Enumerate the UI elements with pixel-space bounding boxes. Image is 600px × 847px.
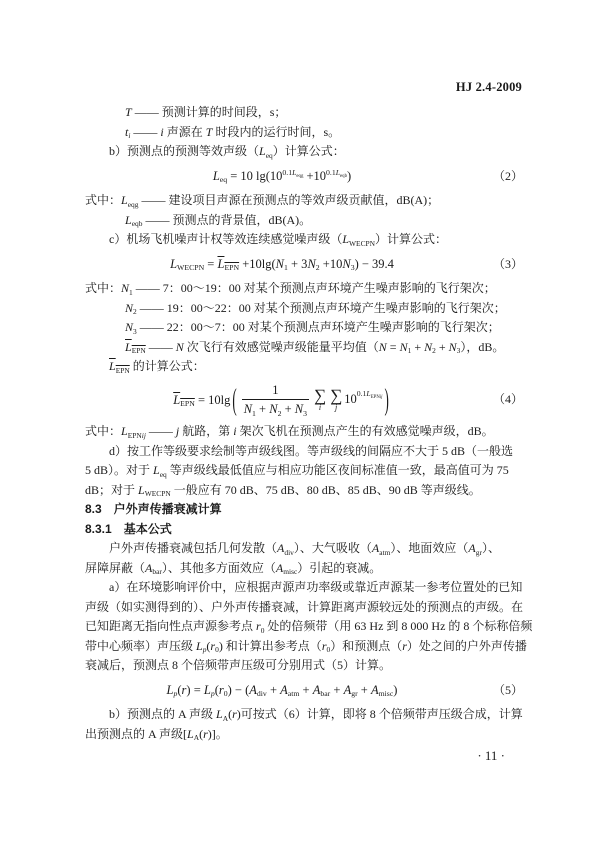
text-line: $N_3$ —— 22：00～7：00 对某个预测点声环境产生噪声影响的飞行架次； xyxy=(125,320,500,336)
text-line: 5 dB）。对于 $L_{eq}$ 等声级线最低值应与相应功能区夜间标准值一致，最高值可为 75 xyxy=(85,463,509,479)
text-line: 式中：$N_1$ —— 7：00～19：00 对某个预测点声环境产生噪声影响的飞行架次； xyxy=(85,281,496,297)
text-line: T —— 预测计算的时间段，s； xyxy=(125,105,287,119)
formula: $L_{EPN} = 10\lg$ ( $\frac{1}{N_1 + N_2 + N_3}$ ∑ i ∑ j 10 $^{0.1L_{EPNij}}$ ) xyxy=(173,381,389,418)
text-line: a）在环境影响评价中，应根据声源声功率级或靠近声源某一参考位置处的已知 xyxy=(109,580,523,594)
text-line: 式中：$L_{EPNij}$ —— j 航路，第 i 架次飞机在预测点产生的有效感觉噪声级，dB。 xyxy=(85,424,494,440)
text-line: 衰减后，预测点 8 个倍频带声压级可分别用式（5）计算。 xyxy=(85,658,392,672)
text-line: $t_i$ —— i 声源在 T 时段内的运行时间，s。 xyxy=(125,124,341,141)
equation-number: （5） xyxy=(492,682,523,697)
text-line: $L_{EPN}$ —— N 次飞行有效感觉噪声级能量平均值$(N = N_1 + N_2 + N_3)$，dB。 xyxy=(125,339,505,356)
text-line: 声级（如实测得到的）、户外声传播衰减，计算距离声源较远处的预测点的声级。在 xyxy=(85,599,524,614)
formula: $L_p(r) = L_p(r_0) - (A_{div} + A_{atm} + A_{bar} + A_{gr} + A_{misc})$ xyxy=(166,682,398,699)
text-line: 出预测点的 A 声级$[L_A(r)]$。 xyxy=(85,726,228,743)
text-line: dB；对于 $L_{WECPN}$ 一般应有 70 dB、75 dB、80 dB、85 dB、90 dB 等声级线。 xyxy=(85,482,481,499)
page-header: HJ 2.4-2009 xyxy=(455,80,522,94)
formula: $L_{WECPN} = L_{EPN} +10\lg(N_1 + 3N_2 +10N_3) - 39.4$ xyxy=(170,256,394,273)
section-heading: 8.3 户外声传播衰减计算 xyxy=(85,502,222,516)
text-line: 已知距离无指向性点声源参考点 $r_0$ 处的倍频带（用 63 Hz 到 8 000 Hz 的 8 个标称倍频 xyxy=(85,619,533,635)
equation-number: （4） xyxy=(492,391,523,406)
equation-number: （3） xyxy=(492,256,523,271)
text-line: $L_{EPN}$ 的计算公式： xyxy=(109,359,205,375)
text-line: 式中：$L_{eqg}$ —— 建设项目声源在预测点的等效声级贡献值，dB(A)； xyxy=(85,193,440,209)
text-line: 户外声传播衰减包括几何发散$(A_{div})$、大气吸收$(A_{atm})$、地面效应$(A_{gr})$、 xyxy=(109,541,500,557)
text-line: 屏障屏蔽$(A_{bar})$、其他多方面效应$(A_{misc})$引起的衰减。 xyxy=(85,560,382,577)
document-body xyxy=(85,103,533,744)
formula: $L_{eq} = 10$ $\lg(10^{0.1L_{eqg}} +10^{0.1L_{eqb}})$ xyxy=(212,168,352,185)
section-heading: 8.3.1 基本公式 xyxy=(85,521,172,536)
text-line: c）机场飞机噪声计权等效连续感觉噪声级$(L_{WECPN})$计算公式： xyxy=(109,232,448,248)
text-line: $N_2$ —— 19：00～22：00 对某个预测点声环境产生噪声影响的飞行架次； xyxy=(125,300,506,317)
text-line: b）预测点的 A 声级 $L_A(r)$可按式（6）计算，即将 8 个倍频带声压级合成，计算 xyxy=(109,707,523,723)
text-line: d）按工作等级要求绘制等声级线图。等声级线的间隔应不大于 5 dB（一般选 xyxy=(109,443,514,458)
text-line: $L_{eqb}$ —— 预测点的背景值，dB(A)。 xyxy=(125,212,312,229)
text-line: b）预测点的预测等效声级$(L_{eq})$计算公式： xyxy=(109,144,345,160)
formula-row xyxy=(85,167,523,187)
equation-number: （2） xyxy=(492,168,523,183)
formula-row xyxy=(85,681,523,701)
page-number: · 11 · xyxy=(477,748,505,763)
text-line: 带中心频率）声压级 $L_p(r_0)$ 和计算出参考点$(r_0)$和预测点（r）处之间的户外声传播 xyxy=(85,638,527,655)
formula-row xyxy=(85,255,523,275)
formula-row xyxy=(85,382,523,418)
